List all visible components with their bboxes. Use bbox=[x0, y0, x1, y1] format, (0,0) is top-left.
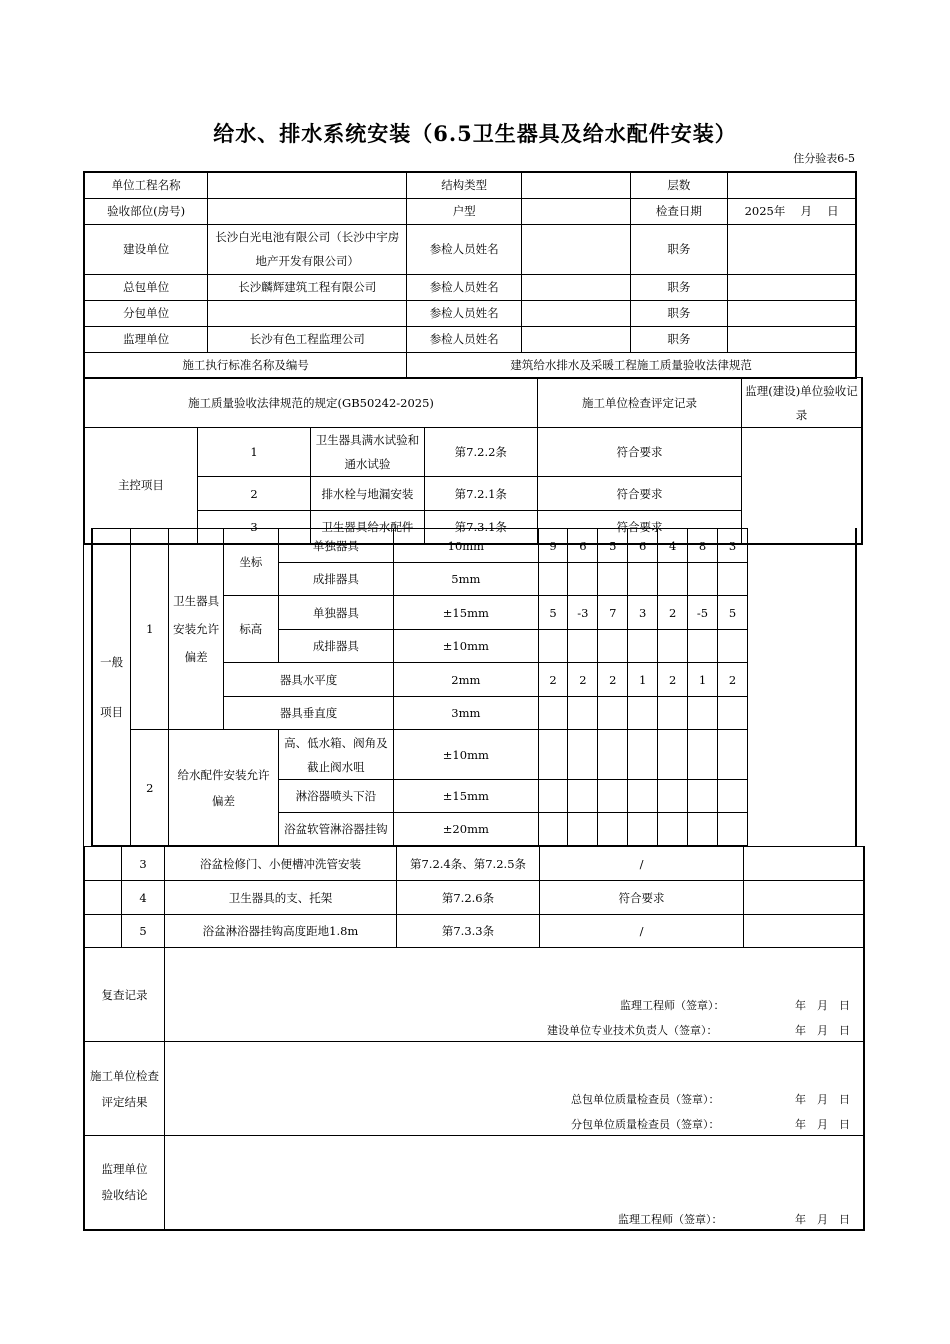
general-item-no: 3 bbox=[122, 847, 165, 881]
tol-row-name: 成排器具 bbox=[278, 630, 394, 663]
general-label: 一般项目 bbox=[92, 529, 131, 846]
main-item-no: 3 bbox=[197, 511, 310, 544]
participant-value[interactable] bbox=[522, 300, 631, 326]
tol-row-name: 单独器具 bbox=[278, 529, 394, 563]
construction-date-2: 年 月 日 bbox=[795, 1118, 850, 1131]
review-content[interactable] bbox=[165, 948, 865, 1042]
fitting-row-name: 浴盆软管淋浴器挂钩 bbox=[278, 813, 394, 846]
section-label: 验收部位(房号) bbox=[84, 198, 208, 224]
tol-row-name: 器具垂直度 bbox=[223, 697, 393, 730]
tol-value[interactable]: 2 bbox=[717, 663, 747, 697]
tol-row-tolerance: ±10mm bbox=[394, 630, 538, 663]
tol-value[interactable]: 7 bbox=[598, 596, 628, 630]
general-blank bbox=[84, 915, 122, 948]
general-item1-group: 卫生器具安装允许偏差 bbox=[169, 529, 224, 730]
floors-value[interactable] bbox=[728, 172, 856, 198]
participant-value[interactable] bbox=[522, 224, 631, 274]
position-label: 职务 bbox=[630, 326, 728, 352]
standard-value: 建筑给水排水及采暖工程施工质量验收法律规范 bbox=[407, 352, 856, 378]
main-item-clause: 第7.2.1条 bbox=[424, 477, 537, 511]
fitting-row-name: 高、低水箱、阀角及截止阀水咀 bbox=[278, 730, 394, 780]
general-item-result[interactable]: 符合要求 bbox=[540, 881, 744, 915]
builder-value[interactable]: 长沙白光电池有限公司（长沙中宇房地产开发有限公司） bbox=[208, 224, 407, 274]
supervision-record-label: 监理(建设)单位验收记录 bbox=[742, 378, 863, 428]
page-title: 给水、排水系统安装（6.5卫生器具及给水配件安装） bbox=[213, 121, 737, 146]
tol-value[interactable]: 5 bbox=[717, 596, 747, 630]
form-number: 住分验表6-5 bbox=[793, 152, 855, 165]
spec-label: 施工质量验收法律规范的规定(GB50242-2025) bbox=[84, 378, 538, 428]
participant-label: 参检人员姓名 bbox=[407, 326, 522, 352]
check-date-label: 检查日期 bbox=[630, 198, 728, 224]
unit-project-label: 单位工程名称 bbox=[84, 172, 208, 198]
position-value[interactable] bbox=[728, 300, 856, 326]
general-item-no: 4 bbox=[122, 881, 165, 915]
construction-date-1: 年 月 日 bbox=[795, 1093, 850, 1106]
tolerance-left-frame bbox=[83, 528, 84, 846]
main-item-name: 卫生器具给水配件 bbox=[311, 511, 424, 544]
tol-value[interactable]: 2 bbox=[598, 663, 628, 697]
position-value[interactable] bbox=[728, 326, 856, 352]
structure-value[interactable] bbox=[522, 172, 631, 198]
tol-value[interactable]: 2 bbox=[568, 663, 598, 697]
position-value[interactable] bbox=[728, 274, 856, 300]
elevation-label: 标高 bbox=[223, 596, 278, 663]
tol-value[interactable]: 2 bbox=[538, 663, 568, 697]
review-date-1: 年 月 日 bbox=[795, 999, 850, 1012]
tol-row-tolerance: 3mm bbox=[394, 697, 538, 730]
tol-value[interactable]: 5 bbox=[538, 596, 568, 630]
tol-row-name: 单独器具 bbox=[278, 596, 394, 630]
floors-label: 层数 bbox=[630, 172, 728, 198]
general-item-name: 浴盆淋浴器挂钩高度距地1.8m bbox=[165, 915, 397, 948]
general-contractor-label: 总包单位 bbox=[84, 274, 208, 300]
supervision-label: 监理单位 bbox=[84, 326, 208, 352]
standard-label: 施工执行标准名称及编号 bbox=[84, 352, 407, 378]
position-label: 职务 bbox=[630, 274, 728, 300]
general-item1-no: 1 bbox=[131, 529, 169, 730]
review-date-2: 年 月 日 bbox=[795, 1024, 850, 1037]
general-contractor-value[interactable]: 长沙麟辉建筑工程有限公司 bbox=[208, 274, 407, 300]
tol-value[interactable]: 2 bbox=[658, 596, 688, 630]
position-label: 职务 bbox=[630, 300, 728, 326]
tol-value[interactable]: 1 bbox=[628, 663, 658, 697]
check-date-value[interactable]: 2025年 月 日 bbox=[728, 198, 856, 224]
house-type-value[interactable] bbox=[522, 198, 631, 224]
tol-value[interactable]: 8 bbox=[688, 529, 718, 563]
general-item-name: 卫生器具的支、托架 bbox=[165, 881, 397, 915]
unit-project-value[interactable] bbox=[208, 172, 407, 198]
construction-sign-1: 总包单位质量检查员（签章）： bbox=[571, 1093, 720, 1106]
tol-row-tolerance: ±15mm bbox=[394, 596, 538, 630]
tol-value[interactable]: 6 bbox=[568, 529, 598, 563]
general-item-name: 浴盆检修门、小便槽冲洗管安装 bbox=[165, 847, 397, 881]
supervision-sign-1: 监理工程师（签章）： bbox=[618, 1213, 723, 1226]
main-item-result[interactable]: 符合要求 bbox=[538, 511, 742, 544]
main-item-result[interactable]: 符合要求 bbox=[538, 477, 742, 511]
review-label: 复查记录 bbox=[84, 948, 165, 1042]
participant-label: 参检人员姓名 bbox=[407, 274, 522, 300]
general-item-clause: 第7.2.4条、第7.2.5条 bbox=[397, 847, 540, 881]
tol-row-name: 器具水平度 bbox=[223, 663, 393, 697]
main-item-no: 1 bbox=[197, 428, 310, 477]
section-value[interactable] bbox=[208, 198, 407, 224]
tol-value[interactable]: -5 bbox=[688, 596, 718, 630]
main-supervision-record[interactable] bbox=[742, 428, 863, 544]
tol-value[interactable]: 3 bbox=[717, 529, 747, 563]
participant-label: 参检人员姓名 bbox=[407, 300, 522, 326]
general-item-clause: 第7.2.6条 bbox=[397, 881, 540, 915]
tol-row-name: 成排器具 bbox=[278, 563, 394, 596]
main-item-name: 卫生器具满水试验和通水试验 bbox=[311, 428, 424, 477]
general-item-no: 5 bbox=[122, 915, 165, 948]
general-item2-no: 2 bbox=[131, 730, 169, 846]
house-type-label: 户型 bbox=[407, 198, 522, 224]
participant-value[interactable] bbox=[522, 326, 631, 352]
general-blank bbox=[84, 881, 122, 915]
main-item-clause: 第7.3.1条 bbox=[424, 511, 537, 544]
position-value[interactable] bbox=[728, 224, 856, 274]
fitting-row-tolerance: ±20mm bbox=[394, 813, 538, 846]
construction-sign-2: 分包单位质量检查员（签章）： bbox=[571, 1118, 720, 1131]
tol-row-tolerance: 2mm bbox=[394, 663, 538, 697]
sub-contractor-value[interactable] bbox=[208, 300, 407, 326]
supervision-date-1: 年 月 日 bbox=[795, 1213, 850, 1226]
position-label: 职务 bbox=[630, 224, 728, 274]
general-blank bbox=[84, 847, 122, 881]
tol-value[interactable]: 5 bbox=[598, 529, 628, 563]
general-item2-group: 给水配件安装允许偏差 bbox=[169, 730, 278, 846]
general-item-clause: 第7.3.3条 bbox=[397, 915, 540, 948]
construction-result-content[interactable] bbox=[165, 1042, 865, 1136]
fitting-row-tolerance: ±15mm bbox=[394, 780, 538, 813]
builder-label: 建设单位 bbox=[84, 224, 208, 274]
participant-label: 参检人员姓名 bbox=[407, 224, 522, 274]
main-item-result[interactable]: 符合要求 bbox=[538, 428, 742, 477]
participant-value[interactable] bbox=[522, 274, 631, 300]
header-table bbox=[83, 171, 857, 379]
tol-value[interactable]: 3 bbox=[628, 596, 658, 630]
sub-contractor-label: 分包单位 bbox=[84, 300, 208, 326]
tol-value[interactable]: -3 bbox=[568, 596, 598, 630]
construction-result-label: 施工单位检查评定结果 bbox=[84, 1042, 165, 1136]
tol-value[interactable]: 1 bbox=[688, 663, 718, 697]
tol-value[interactable]: 9 bbox=[538, 529, 568, 563]
main-item-no: 2 bbox=[197, 477, 310, 511]
general-item-result[interactable]: / bbox=[540, 847, 744, 881]
coord-label: 坐标 bbox=[223, 529, 278, 596]
supervision-value[interactable]: 长沙有色工程监理公司 bbox=[208, 326, 407, 352]
general-supervision-record[interactable] bbox=[744, 881, 865, 915]
review-sign-2: 建设单位专业技术负责人（签章）： bbox=[547, 1024, 718, 1037]
main-item-clause: 第7.2.2条 bbox=[424, 428, 537, 477]
supervision-conclusion-label: 监理单位验收结论 bbox=[84, 1136, 165, 1230]
tol-row-tolerance: 5mm bbox=[394, 563, 538, 596]
tol-value[interactable]: 4 bbox=[658, 529, 688, 563]
tol-value[interactable]: 6 bbox=[628, 529, 658, 563]
general-supervision-record[interactable] bbox=[744, 847, 865, 881]
construction-record-label: 施工单位检查评定记录 bbox=[538, 378, 742, 428]
fitting-row-name: 淋浴器喷头下沿 bbox=[278, 780, 394, 813]
main-control-label: 主控项目 bbox=[84, 428, 197, 544]
general-other-table bbox=[83, 846, 865, 1231]
fitting-row-tolerance: ±10mm bbox=[394, 730, 538, 780]
main-item-name: 排水栓与地漏安装 bbox=[311, 477, 424, 511]
tolerance-right-frame bbox=[83, 528, 857, 846]
review-sign-1: 监理工程师（签章）： bbox=[620, 999, 725, 1012]
supervision-conclusion-content[interactable] bbox=[165, 1136, 865, 1230]
general-supervision-record[interactable] bbox=[744, 915, 865, 948]
structure-label: 结构类型 bbox=[407, 172, 522, 198]
general-item-result[interactable]: / bbox=[540, 915, 744, 948]
main-control-table bbox=[83, 377, 863, 545]
tol-row-tolerance: 10mm bbox=[394, 529, 538, 563]
tol-value[interactable]: 2 bbox=[658, 663, 688, 697]
